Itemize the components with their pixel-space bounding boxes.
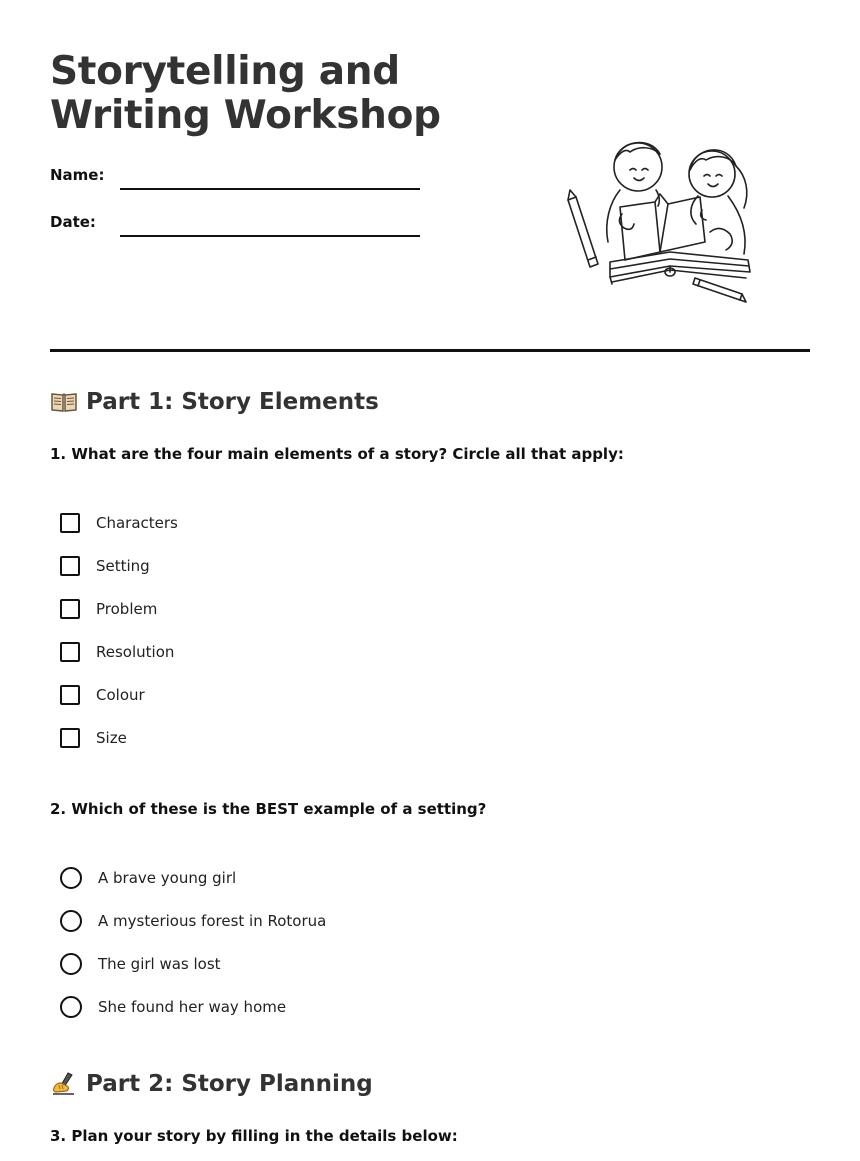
q1-option-label: Colour (96, 686, 145, 704)
name-field-row (50, 160, 420, 190)
q1-option-label: Problem (96, 600, 158, 618)
open-book-icon (50, 388, 78, 416)
q2-option[interactable] (60, 866, 236, 890)
part1-heading (50, 388, 379, 416)
q2-option-label: A mysterious forest in Rotorua (98, 912, 327, 930)
writing-hand-icon (50, 1070, 78, 1098)
q1-option[interactable] (60, 511, 178, 535)
header-divider (50, 349, 810, 352)
q1-option[interactable] (60, 597, 157, 621)
question-3: 3. Plan your story by filling in the details below: (50, 1127, 458, 1145)
checkbox[interactable] (60, 513, 80, 533)
q1-option[interactable] (60, 726, 127, 750)
part2-heading-text: Part 2: Story Planning (86, 1071, 373, 1097)
worksheet-title: Storytelling and Writing Workshop (50, 49, 441, 138)
q2-option-label: A brave young girl (98, 869, 237, 887)
part1-heading-text: Part 1: Story Elements (86, 389, 379, 415)
checkbox[interactable] (60, 728, 80, 748)
q2-option[interactable] (60, 952, 221, 976)
checkbox[interactable] (60, 642, 80, 662)
part2-heading (50, 1070, 373, 1098)
date-label: Date: (50, 213, 96, 231)
q2-option[interactable] (60, 995, 286, 1019)
question-1: 1. What are the four main elements of a story? Circle all that apply: (50, 445, 624, 463)
q1-option[interactable] (60, 640, 174, 664)
q1-option-label: Resolution (96, 643, 175, 661)
name-input-line[interactable] (120, 188, 420, 190)
radio-button[interactable] (60, 996, 82, 1018)
q1-option-label: Setting (96, 557, 150, 575)
radio-button[interactable] (60, 867, 82, 889)
q2-option-label: The girl was lost (98, 955, 221, 973)
q1-option-label: Size (96, 729, 127, 747)
checkbox[interactable] (60, 685, 80, 705)
children-reading-book-illustration (560, 132, 760, 312)
q2-option-label: She found her way home (98, 998, 287, 1016)
name-label: Name: (50, 166, 105, 184)
radio-button[interactable] (60, 953, 82, 975)
q1-option-label: Characters (96, 514, 178, 532)
q1-option[interactable] (60, 683, 145, 707)
radio-button[interactable] (60, 910, 82, 932)
checkbox[interactable] (60, 556, 80, 576)
date-input-line[interactable] (120, 235, 420, 237)
date-field-row (50, 207, 420, 237)
checkbox[interactable] (60, 599, 80, 619)
q2-option[interactable] (60, 909, 326, 933)
q1-option[interactable] (60, 554, 150, 578)
question-2: 2. Which of these is the BEST example of a setting? (50, 800, 487, 818)
